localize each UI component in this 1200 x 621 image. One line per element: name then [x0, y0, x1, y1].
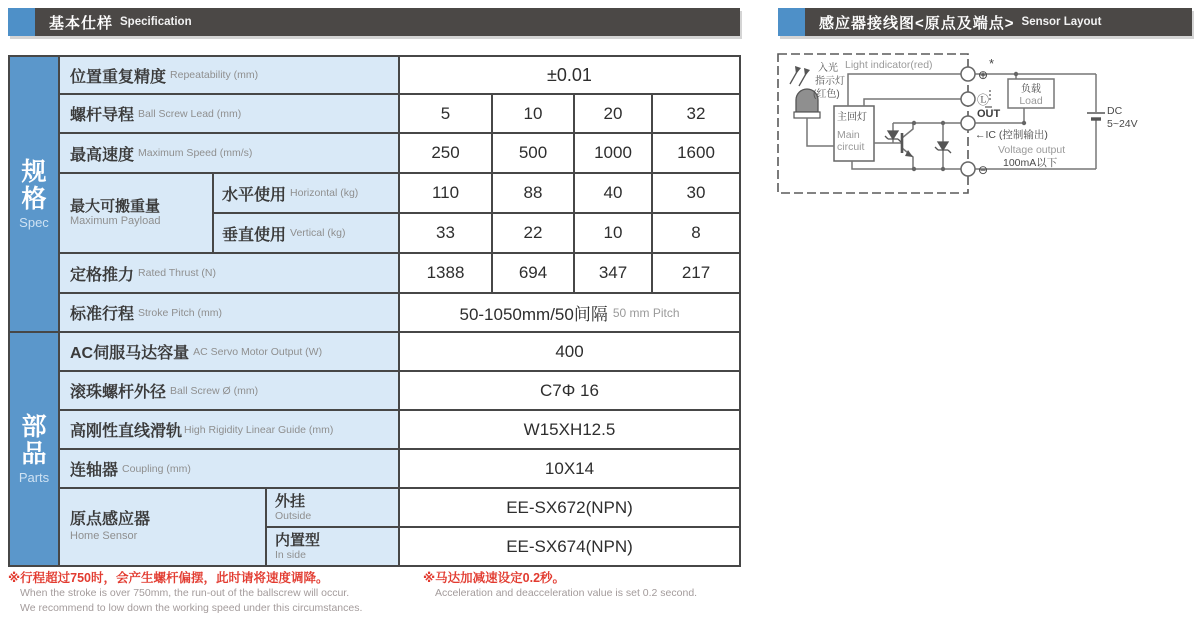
value-horizontal-2: 88: [493, 174, 575, 214]
spine-spec-zh: 规格: [21, 157, 47, 213]
label-stroke-pitch: [60, 294, 400, 333]
battery-symbol: [1087, 113, 1105, 119]
value-sensor-inside: EE-SX674(NPN): [400, 528, 741, 567]
label-max-speed-en: Maximum Speed (mm/s): [138, 147, 253, 159]
sensor-layout-header-bar: [778, 8, 1192, 36]
label-horizontal-zh: 水平使用: [222, 186, 287, 204]
label-max-payload: [60, 174, 214, 254]
header-accent-square: [778, 8, 805, 36]
value-sensor-outside: EE-SX672(NPN): [400, 489, 741, 528]
footnote-acceleration-en: Acceleration and deacceleration value is set 0.2 second.: [435, 587, 698, 600]
terminal-star: *: [989, 56, 995, 71]
value-stroke-pitch: [400, 294, 741, 333]
label-sensor-inside-en: In side: [275, 549, 306, 562]
dc-label-1: DC: [1107, 105, 1123, 117]
main-circuit-en2: circuit: [837, 141, 865, 153]
value-speed-4: 1600: [653, 134, 741, 174]
label-max-payload-zh: 最大可搬重量: [70, 198, 161, 216]
value-thrust-2: 694: [493, 254, 575, 294]
label-sensor-inside: [267, 528, 400, 567]
value-linear-guide: W15XH12.5: [400, 411, 741, 450]
footnote-stroke-warning-zh: ※行程超过750时，会产生螺杆偏摆，此时请将速度调降。: [8, 571, 329, 585]
label-ball-screw-lead: [60, 95, 400, 134]
current-limit-label: 100mA以下: [1003, 157, 1058, 169]
sensor-layout-title-zh: 感应器接线图<原点及端点>: [819, 14, 1015, 32]
value-speed-2: 500: [493, 134, 575, 174]
spine-spec-en: Spec: [19, 214, 49, 230]
sensor-wiring-diagram: [774, 46, 1200, 203]
label-linear-guide: [60, 411, 400, 450]
terminal-l-label: Ⓛ: [977, 93, 990, 107]
terminal-circles: [961, 67, 975, 176]
value-speed-1: 250: [400, 134, 493, 174]
value-vertical-2: 22: [493, 214, 575, 254]
load-label-zh: 负载: [1021, 84, 1041, 95]
value-speed-3: 1000: [575, 134, 653, 174]
label-linear-guide-en: High Rigidity Linear Guide (mm): [184, 423, 334, 436]
value-vertical-4: 8: [653, 214, 741, 254]
value-stroke-pitch-en: 50 mm Pitch: [612, 305, 680, 320]
label-servo-output-en: AC Servo Motor Output (W): [193, 345, 323, 358]
label-sensor-outside: [267, 489, 400, 528]
light-entry-label-1: 入光: [818, 63, 838, 74]
footnote-stroke-warning-en2: We recommend to low down the working speed under this circumstances.: [20, 601, 363, 614]
label-vertical-zh: 垂直使用: [222, 226, 287, 244]
label-home-sensor-zh: 原点感应器: [70, 511, 151, 529]
value-thrust-4: 217: [653, 254, 741, 294]
spine-parts-en: Parts: [18, 469, 50, 485]
sensor-circuit-svg: [774, 46, 1200, 198]
specification-title-zh: 基本仕样: [49, 14, 114, 32]
label-servo-output: [60, 333, 400, 372]
label-linear-guide-zh: 高刚性直线滑轨: [70, 423, 183, 440]
terminal-out-label: OUT: [977, 108, 1001, 120]
footnote-acceleration: [423, 570, 753, 601]
value-stroke-pitch-zh: 50-1050mm/50间隔: [459, 305, 608, 324]
value-lead-3: 20: [575, 95, 653, 134]
value-servo-output: 400: [400, 333, 741, 372]
voltage-output-label: Voltage output: [998, 144, 1066, 156]
spine-parts: [10, 333, 60, 567]
value-vertical-3: 10: [575, 214, 653, 254]
label-ball-screw-dia-en: Ball Screw Ø (mm): [170, 384, 259, 397]
label-home-sensor-en: Home Sensor: [70, 529, 138, 542]
label-sensor-inside-zh: 内置型: [275, 531, 321, 549]
terminal-plus-label: ⊕: [978, 68, 989, 82]
value-repeatability: ±0.01: [400, 57, 741, 95]
label-coupling: [60, 450, 400, 489]
light-entry-label-3: (红色): [813, 89, 840, 100]
label-servo-output-zh: AC伺服马达容量: [70, 345, 190, 362]
sensor-layout-title-en: Sensor Layout: [1021, 16, 1102, 28]
footnote-acceleration-zh: ※马达加减速设定0.2秒。: [423, 571, 566, 585]
footnote-stroke-warning-en1: When the stroke is over 750mm, the run-out of the ballscrew will occur.: [20, 587, 350, 600]
header-accent-square: [8, 8, 35, 36]
spec-table: [8, 55, 741, 567]
label-rated-thrust-en: Rated Thrust (N): [138, 267, 217, 279]
label-coupling-zh: 连轴器: [70, 462, 119, 479]
label-ball-screw-lead-en: Ball Screw Lead (mm): [138, 107, 242, 120]
value-lead-2: 10: [493, 95, 575, 134]
label-max-speed: [60, 134, 400, 174]
label-rated-thrust-zh: 定格推力: [70, 266, 135, 284]
label-stroke-pitch-zh: 标准行程: [70, 306, 135, 323]
label-rated-thrust: [60, 254, 400, 294]
light-indicator-label: Light indicator(red): [845, 59, 933, 71]
label-coupling-en: Coupling (mm): [122, 462, 191, 475]
value-coupling: 10X14: [400, 450, 741, 489]
label-max-payload-en: Maximum Payload: [70, 215, 161, 228]
value-lead-4: 32: [653, 95, 741, 134]
main-circuit-en1: Main: [837, 129, 860, 141]
spine-parts-zh: 部品: [21, 412, 47, 468]
value-lead-1: 5: [400, 95, 493, 134]
specification-title-en: Specification: [120, 16, 192, 28]
label-vertical: [214, 214, 400, 254]
label-max-speed-zh: 最高速度: [70, 146, 135, 164]
label-ball-screw-dia: [60, 372, 400, 411]
label-horizontal-en: Horizontal (kg): [290, 187, 359, 199]
label-ball-screw-dia-zh: 滚珠螺杆外径: [70, 384, 167, 401]
value-vertical-1: 33: [400, 214, 493, 254]
value-thrust-3: 347: [575, 254, 653, 294]
ic-output-label: ←IC (控制输出): [975, 129, 1048, 141]
label-sensor-outside-zh: 外挂: [275, 492, 306, 510]
value-horizontal-4: 30: [653, 174, 741, 214]
footnote-stroke-warning: [8, 570, 418, 616]
label-repeatability: [60, 57, 400, 95]
dc-label-2: 5~24V: [1107, 118, 1138, 130]
label-repeatability-zh: 位置重复精度: [70, 68, 167, 86]
label-sensor-outside-en: Outside: [275, 510, 312, 523]
label-vertical-en: Vertical (kg): [290, 227, 346, 239]
light-entry-label-2: 指示灯: [815, 76, 845, 87]
specification-header-bar: [8, 8, 740, 36]
label-horizontal: [214, 174, 400, 214]
value-ball-screw-dia: C7Φ 16: [400, 372, 741, 411]
main-circuit-zh: 主回灯: [837, 112, 867, 123]
value-horizontal-1: 110: [400, 174, 493, 214]
label-repeatability-en: Repeatability (mm): [170, 69, 259, 81]
value-horizontal-3: 40: [575, 174, 653, 214]
spine-spec: [10, 57, 60, 333]
label-ball-screw-lead-zh: 螺杆导程: [70, 107, 135, 124]
load-label-en: Load: [1019, 95, 1043, 107]
terminal-minus-label: ⊖: [978, 163, 989, 177]
label-stroke-pitch-en: Stroke Pitch (mm): [138, 306, 223, 319]
value-thrust-1: 1388: [400, 254, 493, 294]
label-home-sensor: [60, 489, 267, 567]
